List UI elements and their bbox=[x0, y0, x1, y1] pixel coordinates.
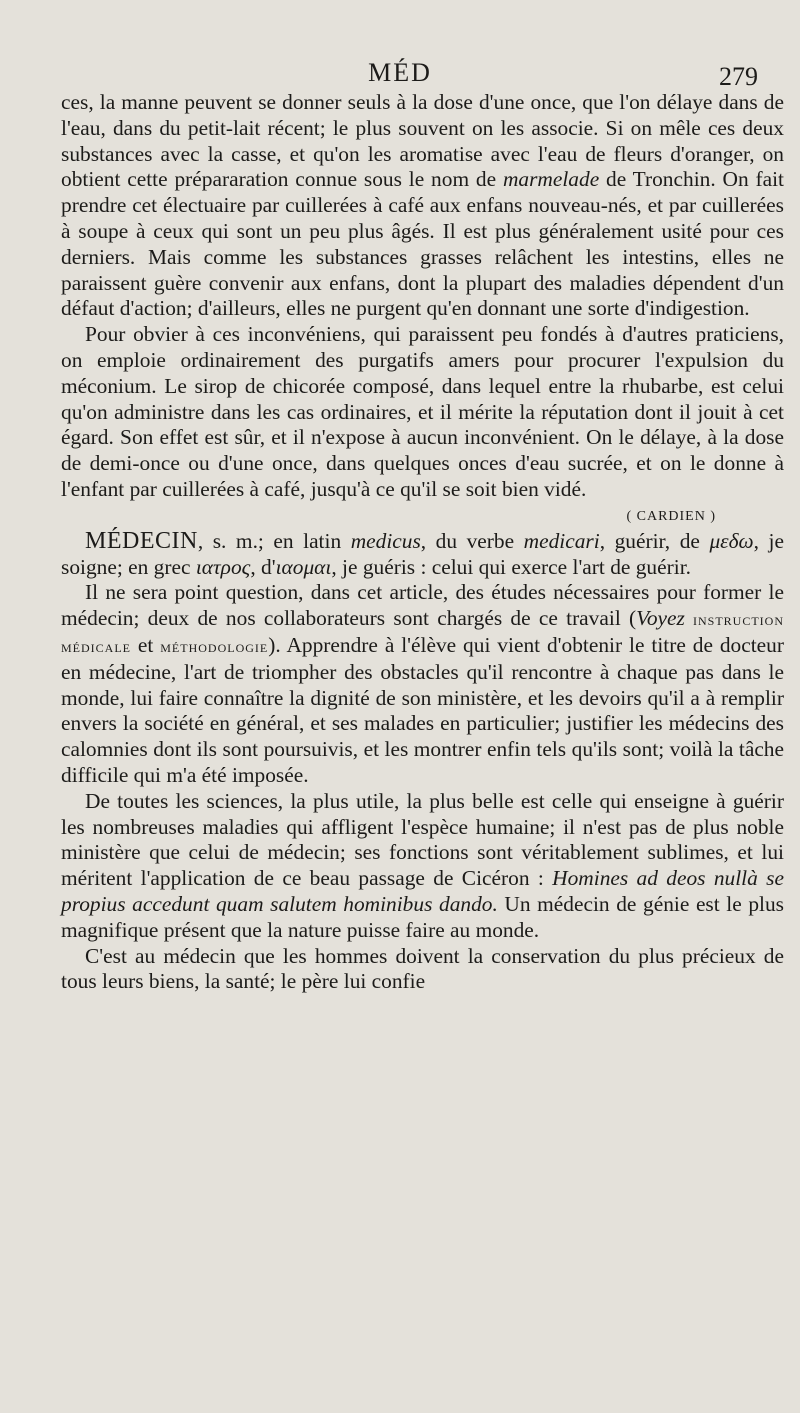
text-body bbox=[61, 90, 784, 995]
paragraph-1 bbox=[61, 90, 784, 322]
entry-headword: MÉDECIN bbox=[85, 527, 198, 554]
running-header bbox=[0, 52, 800, 92]
text-run: , guérir, de bbox=[599, 528, 710, 553]
author-signature: ( CARDIEN ) bbox=[626, 508, 716, 524]
paragraph-5 bbox=[61, 789, 784, 944]
running-title: MÉD bbox=[368, 58, 432, 87]
italic-term: Voyez bbox=[636, 606, 685, 631]
text-run: , d' bbox=[250, 554, 276, 579]
text-run: , du verbe bbox=[420, 528, 524, 553]
text-run: ces, la manne peuvent se donner seuls à la dose d'une once, que l'on délaye dans de l'eau, dans du petit-lait récent; le plus souvent on les associe. Si on mêle ces deux substances avec la casse, et qu'on les aromatise avec l'eau de fleurs d'oranger, on obtient cette prépararation connue sous le nom de bbox=[61, 90, 784, 192]
text-run: Un médecin de génie est le plus magnifique présent que la nature puisse faire au monde. bbox=[61, 891, 784, 942]
paragraph-6: C'est au médecin que les hommes doivent la conservation du plus précieux de tous leurs biens, la santé; le père lui confie bbox=[61, 943, 784, 994]
text-run: ). Apprendre à l'élève qui vient d'obtenir le titre de docteur en médecine, l'art de triompher des obstacles qu'il rencontre à chaque pas dans le monde, lui faire connaître la dignité de son ministère, et les devoirs qu'il a à remplir envers la société en général, et ses malades en particulier; justifier les médecins des calomnies dont ils sont poursuivis, et les montrer enfin tels qu'ils sont; voilà la tâche difficile qui m'a été imposée. bbox=[61, 632, 784, 787]
italic-term: medicari bbox=[523, 528, 600, 553]
greek-term: ιαομαι bbox=[275, 554, 332, 579]
italic-term: marmelade bbox=[502, 167, 600, 192]
text-run: , je guéris : celui qui exerce l'art de guérir. bbox=[331, 554, 691, 579]
latin-quote: Homines ad deos nullà se propius accedunt quam salutem hominibus dando. bbox=[61, 866, 784, 916]
italic-term: medicus bbox=[350, 528, 421, 553]
paragraph-3-entry bbox=[61, 529, 784, 581]
cross-reference: méthodologie bbox=[160, 636, 269, 656]
text-run: , je soigne; en grec bbox=[61, 528, 784, 579]
greek-term: ιατρος bbox=[195, 554, 251, 579]
paragraph-2: Pour obvier à ces inconvéniens, qui paraissent peu fondés à d'autres praticiens, on emploie ordinairement des purgatifs amers pour procurer l'expulsion du méconium. Le sirop de chicorée composé, dans lequel entre la rhubarbe, est celui qu'on administre dans les cas ordinaires, et il mérite la réputation dont il jouit à cet égard. Son effet est sûr, et il n'expose à aucun inconvénient. On le délaye, à la dose de demi-once ou d'une once, dans quelques onces d'eau sucrée, et on le donne à l'enfant par cuillerées à café, jusqu'à ce qu'il se soit bien vidé. bbox=[61, 322, 784, 501]
text-run: de Tronchin. On fait prendre cet électuaire par cuillerées à café aux enfans nouveau-nés, et par cuillerées à soupe à ceux qui sont un peu plus âgés. Il est plus généralement usité pour ces derniers. Mais comme les substances grasses relâchent les intestins, elles ne paraissent guère convenir aux enfans, dont la plupart des maladies dépendent d'un défaut d'action; d'ailleurs, elles ne purgent qu'en donnant une sorte d'indigestion. bbox=[61, 167, 784, 321]
text-run: De toutes les sciences, la plus utile, la plus belle est celle qui enseigne à guérir les nombreuses maladies qui affligent l'espèce humaine; il n'est pas de plus noble ministère que celui de médecin; ses fonctions sont véritablement sublimes, et lui méritent l'application de ce beau passage de Cicéron : bbox=[61, 788, 784, 891]
cross-reference: instruction médicale bbox=[61, 610, 785, 656]
text-run: et bbox=[131, 632, 161, 657]
paragraph-4 bbox=[61, 580, 784, 788]
page-number: 279 bbox=[719, 62, 758, 91]
text-run: , s. m.; en latin bbox=[197, 528, 351, 553]
text-run: Il ne sera point question, dans cet article, des études nécessaires pour former le médecin; deux de nos collaborateurs sont chargés de ce travail ( bbox=[61, 580, 784, 631]
greek-term: μεδω bbox=[709, 528, 754, 553]
